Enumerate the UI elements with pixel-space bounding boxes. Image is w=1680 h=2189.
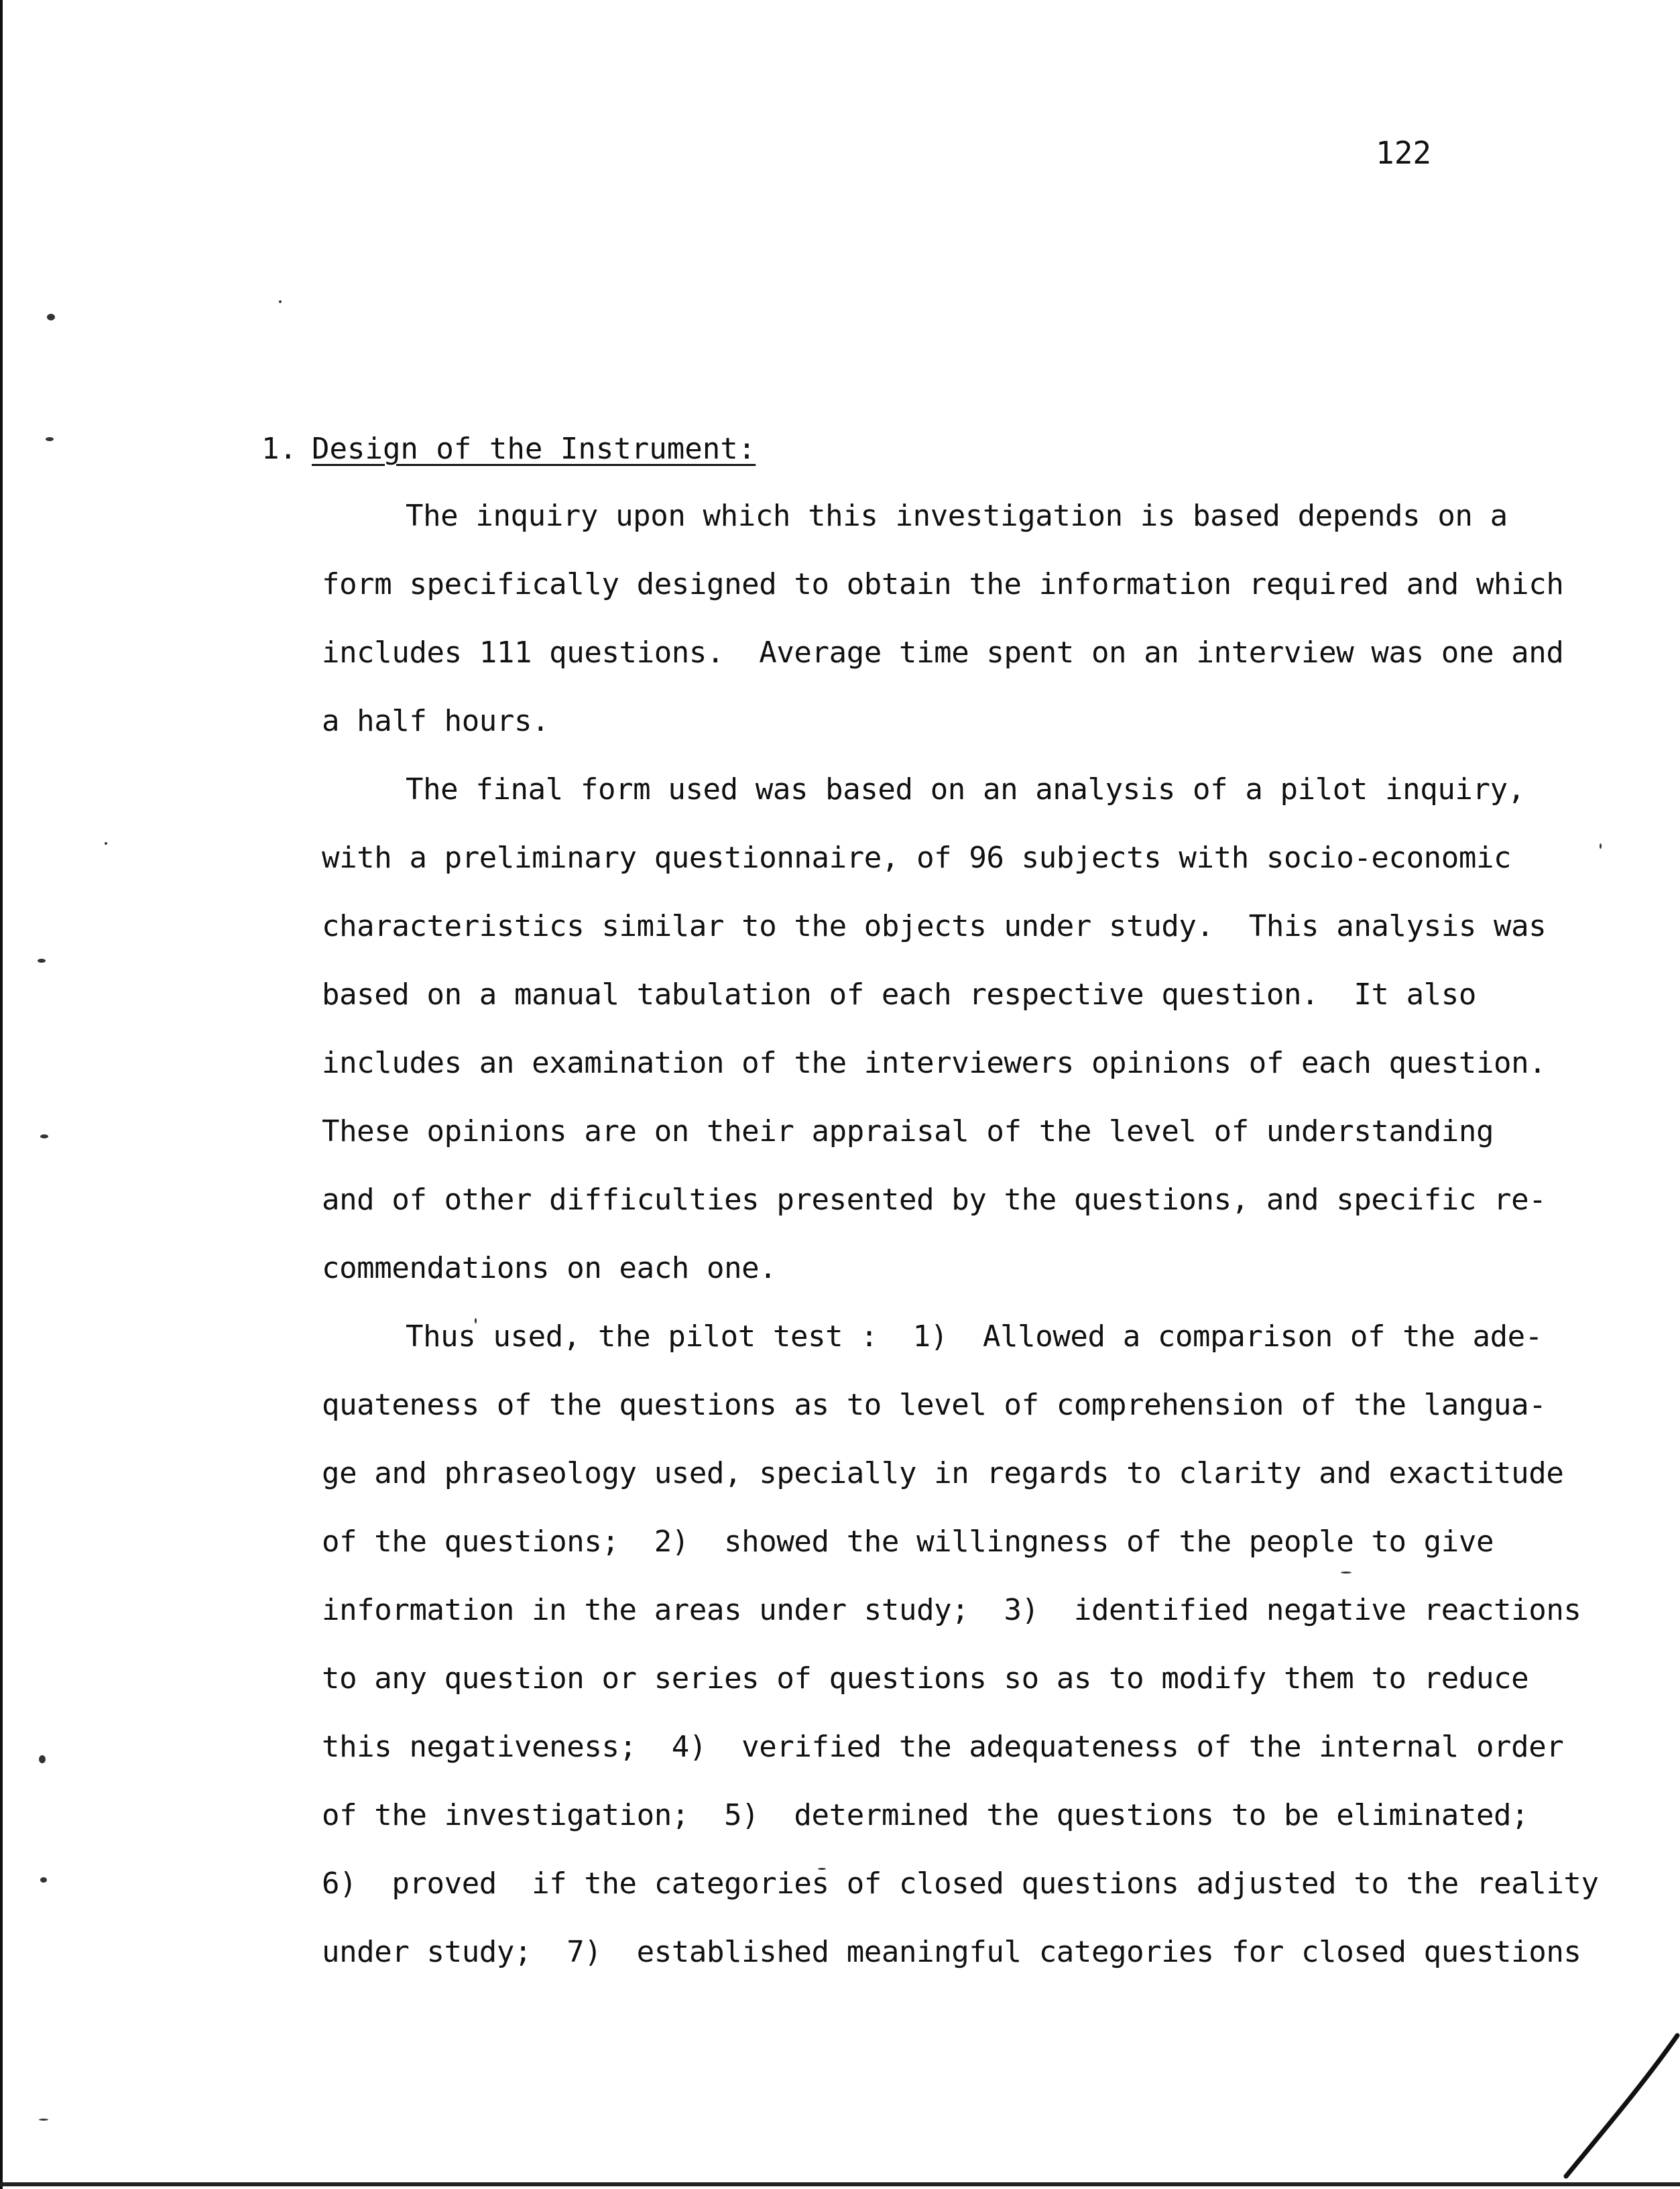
paragraph-line: this negativeness; 4) verified the adequateness of the internal order	[322, 1730, 1564, 1764]
section-title: Design of the Instrument:	[311, 432, 756, 466]
stray-mark	[1341, 1572, 1352, 1574]
margin-speck	[39, 1755, 46, 1763]
paragraph-line: of the questions; 2) showed the willingness of the people to give	[322, 1525, 1494, 1559]
margin-speck	[279, 300, 282, 303]
margin-speck	[46, 437, 54, 441]
paragraph-line: under study; 7) established meaningful categories for closed questions	[322, 1935, 1581, 1969]
paragraph-line: includes 111 questions. Average time spent on an interview was one and	[322, 636, 1564, 670]
margin-speck	[105, 842, 107, 845]
corner-slash-mark	[1562, 2031, 1680, 2179]
paragraph-line: a half hours.	[322, 704, 550, 738]
margin-speck	[38, 959, 46, 963]
margin-speck	[40, 1134, 48, 1138]
paragraph-line: Thus used, the pilot test : 1) Allowed a comparison of the ade-	[406, 1319, 1543, 1354]
paragraph-line: based on a manual tabulation of each respective question. It also	[322, 978, 1476, 1012]
bottom-page-border	[0, 2182, 1680, 2186]
paragraph-line: with a preliminary questionnaire, of 96 subjects with socio-economic	[322, 841, 1512, 875]
margin-speck	[1600, 843, 1602, 849]
paragraph-line: commendations on each one.	[322, 1251, 777, 1285]
paragraph-line: quateness of the questions as to level of comprehension of the langua-	[322, 1388, 1547, 1422]
paragraph-line: The inquiry upon which this investigation is based depends on a	[406, 499, 1508, 533]
margin-speck	[39, 2119, 48, 2121]
paragraph-line: to any question or series of questions so as to modify them to reduce	[322, 1661, 1529, 1696]
paragraph-line: The final form used was based on an analysis of a pilot inquiry,	[406, 772, 1525, 807]
paragraph-line: includes an examination of the interviewers opinions of each question.	[322, 1046, 1547, 1080]
paragraph-line: characteristics similar to the objects under study. This analysis was	[322, 909, 1547, 943]
section-number: 1.	[261, 432, 297, 466]
page-number: 122	[1376, 135, 1432, 171]
paragraph-line: ge and phraseology used, specially in regards to clarity and exactitude	[322, 1456, 1564, 1490]
margin-speck	[47, 314, 55, 320]
margin-speck	[40, 1877, 47, 1883]
paragraph-line: and of other difficulties presented by the questions, and specific re-	[322, 1183, 1547, 1217]
paragraph-line: These opinions are on their appraisal of the level of understanding	[322, 1114, 1494, 1148]
paragraph-line: information in the areas under study; 3) identified negative reactions	[322, 1593, 1581, 1627]
paragraph-line: form specifically designed to obtain the information required and which	[322, 567, 1564, 601]
paragraph-line: of the investigation; 5) determined the questions to be eliminated;	[322, 1798, 1529, 1832]
left-page-border	[0, 0, 3, 2189]
section-heading	[261, 429, 756, 469]
paragraph-line: 6) proved if the categories of closed questions adjusted to the reality	[322, 1867, 1599, 1901]
